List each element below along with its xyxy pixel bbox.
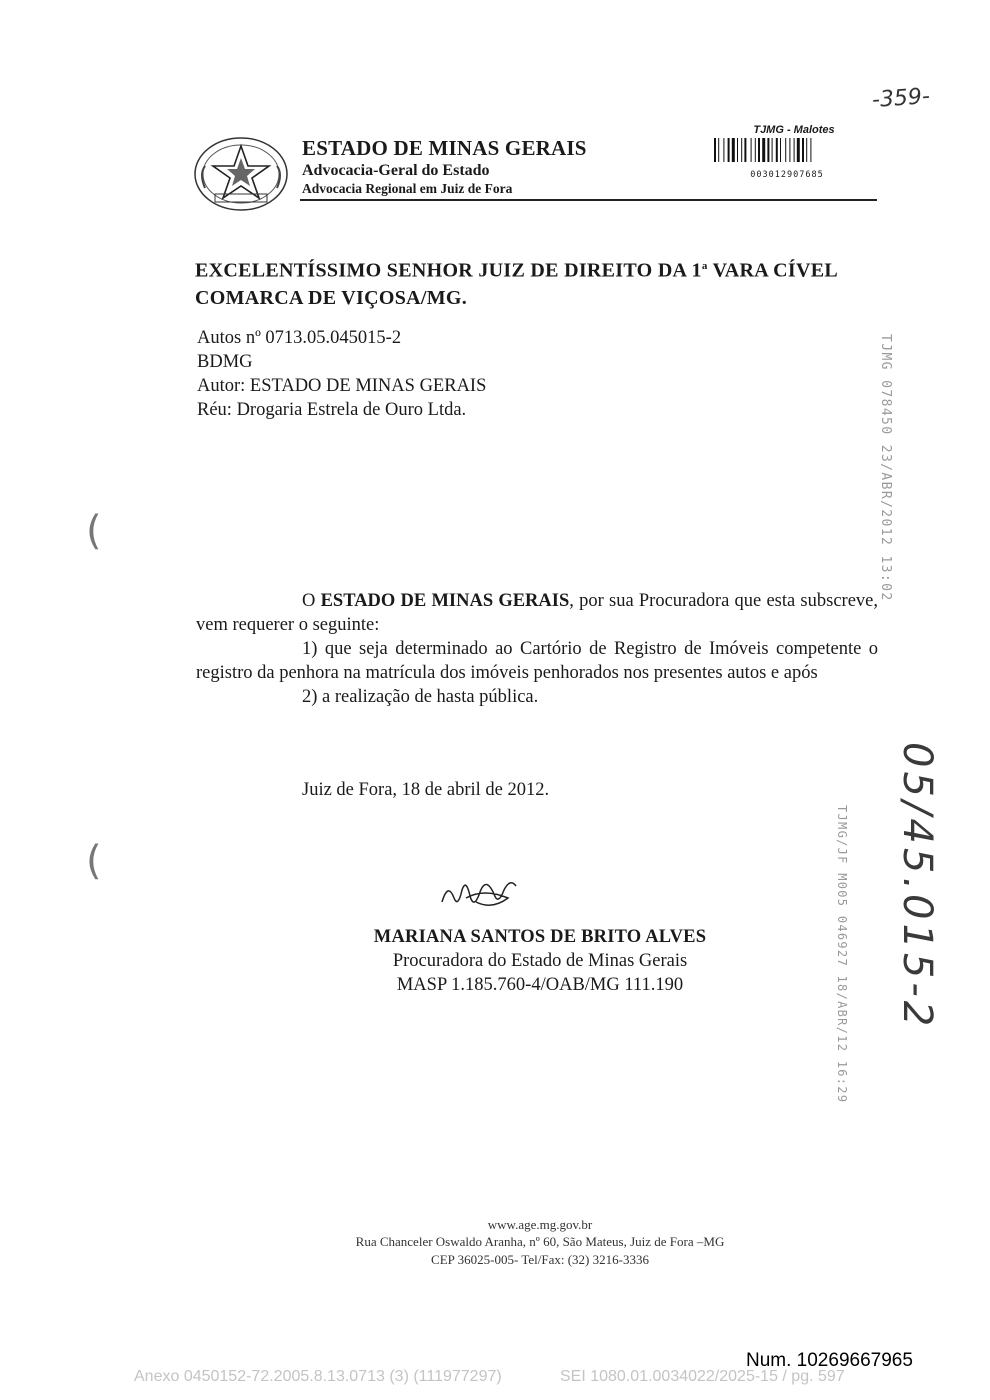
case-plaintiff: Autor: ESTADO DE MINAS GERAIS: [197, 376, 487, 396]
header-subtitle: Advocacia-Geral do Estado: [302, 162, 490, 179]
signatory-name: MARIANA SANTOS DE BRITO ALVES: [373, 927, 707, 947]
barcode-icon: [712, 136, 862, 164]
sei-reference: SEI 1080.01.0034022/2025-15 / pg. 597: [560, 1368, 845, 1385]
header-title: ESTADO DE MINAS GERAIS: [302, 136, 587, 160]
barcode-sticker: [712, 124, 862, 180]
addressee-line-2: COMARCA DE VIÇOSA/MG.: [195, 286, 468, 309]
case-info: [197, 326, 486, 422]
footer-address: Rua Chanceler Oswaldo Aranha, nº 60, São Mateus, Juiz de Fora –MG: [355, 1234, 725, 1249]
addressee-line-1: EXCELENTÍSSIMO SENHOR JUIZ DE DIREITO DA 1$^a$ VARA CÍVEL: [195, 259, 839, 282]
protocol-stamp-2: TJMG/JF M005 046927 18/ABR/12 16:29: [835, 805, 849, 1104]
barcode-number: 003012907685: [750, 170, 824, 180]
petition-intro: O ESTADO DE MINAS GERAIS, por sua Procuradora que esta subscreve, vem requerer o seguinte:: [196, 591, 878, 635]
punch-mark: (: [86, 508, 102, 554]
punch-mark: (: [86, 838, 102, 884]
handwritten-signature: [436, 868, 524, 916]
document-number: Num. 10269667965: [746, 1350, 913, 1371]
place-date: Juiz de Fora, 18 de abril de 2012.: [302, 780, 550, 800]
petition-body: [196, 589, 878, 709]
footer-website: www.age.mg.gov.br: [487, 1217, 593, 1232]
case-defendant: Réu: Drogaria Estrela de Ouro Ltda.: [197, 400, 467, 420]
barcode-label: TJMG - Malotes: [753, 124, 835, 136]
handwritten-case-number: 05/45.015-2: [894, 742, 940, 1031]
state-seal-logo: [193, 136, 289, 214]
request-item-1: 1) que seja determinado ao Cartório de Registro de Imóveis competente o registro da penhora na matrícula dos imóveis penhorados nos presentes autos e após: [196, 639, 878, 683]
protocol-stamp-1: TJMG 078450 23/ABR/2012 13:02: [878, 334, 893, 602]
addressee: [195, 253, 885, 312]
case-number: Autos nº 0713.05.045015-2: [197, 328, 402, 348]
signatory-role: Procuradora do Estado de Minas Gerais: [392, 951, 688, 971]
signatory-registration: MASP 1.185.760-4/OAB/MG 111.190: [396, 975, 684, 995]
footer-contact: CEP 36025-005- Tel/Fax: (32) 3216-3336: [431, 1252, 649, 1267]
page-number: -359-: [871, 84, 931, 113]
case-bank: BDMG: [197, 352, 253, 372]
annex-reference: Anexo 0450152-72.2005.8.13.0713 (3) (111977297): [134, 1368, 502, 1385]
header-divider: [300, 199, 877, 201]
header-office: Advocacia Regional em Juiz de Fora: [302, 181, 513, 196]
request-item-2: 2) a realização de hasta pública.: [302, 687, 539, 707]
